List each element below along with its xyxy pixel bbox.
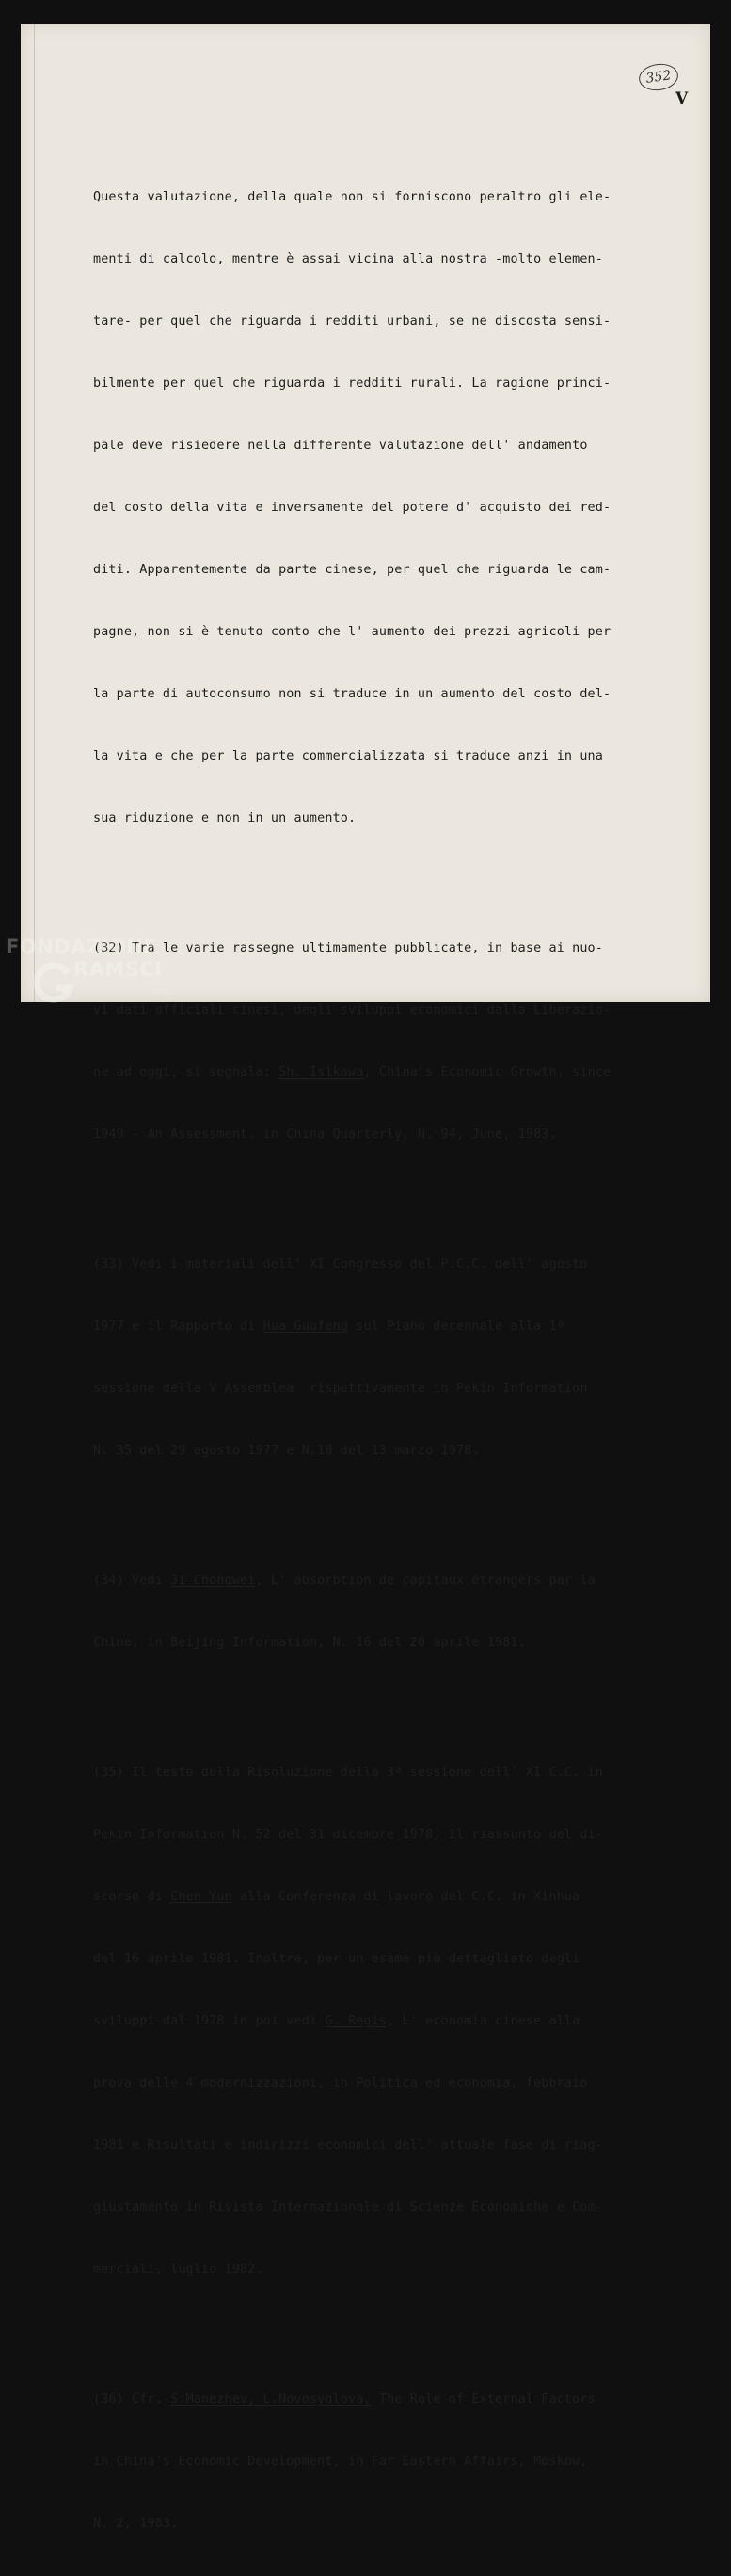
- footnote-36-line: in China's Economic Development, in Far Eastern Affairs, Moskow,: [93, 2455, 588, 2469]
- page-fold-line: [34, 24, 35, 1002]
- watermark-line-1: FONDAZIONE: [6, 936, 158, 958]
- gramsci-g-logo-icon: [32, 960, 77, 1005]
- footnote-33-line: N. 35 del 29 agosto 1977 e N.10 del 13 marzo 1978.: [93, 1444, 480, 1458]
- footnote-34-line: Chine, in Beijing Information, N. 16 del 20 aprile 1981.: [93, 1636, 526, 1650]
- footnote-33-line: (33) Vedi i materiali dell' XI Congresso del P.C.C. dell' agosto: [93, 1257, 588, 1272]
- paragraph-line: tare- per quel che riguarda i redditi urbani, se ne discosta sensi-: [93, 314, 612, 328]
- footnote-35-line: del 16 aprile 1981. Inoltre, per un esame più dettagliato degli: [93, 1952, 580, 1966]
- footnote-32-line: ne ad oggi, si segnala: Sh. Isikawa, China's Economic Growth, since: [93, 1065, 612, 1080]
- author-name: G. Regis: [325, 2014, 388, 2028]
- paragraph-line: Questa valutazione, della quale non si forniscono peraltro gli ele-: [93, 190, 612, 204]
- page-number-stamp: 352: [637, 61, 679, 93]
- footnote-32-line: (32) Tra le varie rassegne ultimamente pubblicate, in base ai nuo-: [93, 941, 603, 955]
- footnote-35-line: scorso di Chen Yun alla Conferenza di lavoro del C.C. in Xinhua: [93, 1890, 580, 1904]
- author-name: S.Manezhev, L.Novosyolova,: [170, 2392, 372, 2407]
- footnote-35-line: Pekin Information N. 52 del 31 dicembre 1978, il riassunto del di-: [93, 1828, 603, 1842]
- author-name: Hua Guofeng: [262, 1320, 349, 1334]
- footnote-35-line: merciali, luglio 1982.: [93, 2263, 263, 2277]
- footnote-32-line: vi dati ufficiali cinesi, degli sviluppi economici dalla Liberazio-: [93, 1003, 612, 1017]
- document-page: [21, 24, 710, 2531]
- paragraph-line: diti. Apparentemente da parte cinese, per quel che riguarda le cam-: [93, 563, 612, 577]
- watermark-line-2: RAMSCI: [73, 958, 163, 981]
- fondazione-gramsci-watermark: [6, 936, 194, 1011]
- footnote-36-line: (36) Cfr. S.Manezhev, L.Novosyolova, The Role of External Factors: [93, 2392, 596, 2407]
- paragraph-line: del costo della vita e inversamente del potere d' acquisto dei red-: [93, 501, 612, 515]
- paragraph-line: pagne, non si è tenuto conto che l' aumento dei prezzi agricoli per: [93, 625, 612, 639]
- typewritten-text: [93, 146, 676, 2576]
- paragraph-line: la vita e che per la parte commercializzata si traduce anzi in una: [93, 749, 603, 763]
- footnote-32-line: 1949 - An Assessment. in China Quarterly, N. 94, June, 1983.: [93, 1128, 557, 1142]
- paragraph-line: menti di calcolo, mentre è assai vicina alla nostra -molto elemen-: [93, 252, 603, 266]
- footnote-34-line: (34) Vedi Ji Chongwei, L' absorbtion de capitaux étrangèrs par la: [93, 1574, 596, 1588]
- footnote-33-line: sessione della V Assemblea rispettivamente in Pekin Information: [93, 1382, 588, 1396]
- footnote-35-line: prova delle 4 modernizzazioni, in Politica ed economia, febbraio: [93, 2076, 588, 2090]
- paragraph-line: pale deve risiedere nella differente valutazione dell' andamento: [93, 439, 588, 453]
- section-mark: V: [675, 89, 689, 108]
- footnote-33-line: 1977 e il Rapporto di Hua Guofeng sul Piano decennale alla 1ª: [93, 1320, 564, 1334]
- footnote-36-line: N. 2, 1983.: [93, 2517, 179, 2531]
- author-name: Sh. Isikawa: [278, 1065, 364, 1080]
- watermark-line-3: onlus: [151, 988, 174, 998]
- paragraph-line: bilmente per quel che riguarda i redditi rurali. La ragione princi-: [93, 376, 612, 391]
- author-name: Chen Yun: [170, 1890, 232, 1904]
- footnote-35-line: 1981 e Risultati e indirizzi economici dell' attuale fase di riag-: [93, 2138, 603, 2152]
- author-name: Ji Chongwei: [170, 1574, 256, 1588]
- paragraph-line: sua riduzione e non in un aumento.: [93, 811, 357, 825]
- footnote-35-line: giustamento in Rivista Internazionale di Scienze Economiche e Com-: [93, 2200, 603, 2215]
- footnote-35-line: (35) Il testo della Risoluzione della 3ª sessione dell' XI C.C. in: [93, 1766, 603, 1780]
- footnote-35-line: sviluppi dal 1978 in poi vedi G. Regis, L' economia cinese alla: [93, 2014, 580, 2028]
- paragraph-line: la parte di autoconsumo non si traduce in un aumento del costo del-: [93, 687, 612, 701]
